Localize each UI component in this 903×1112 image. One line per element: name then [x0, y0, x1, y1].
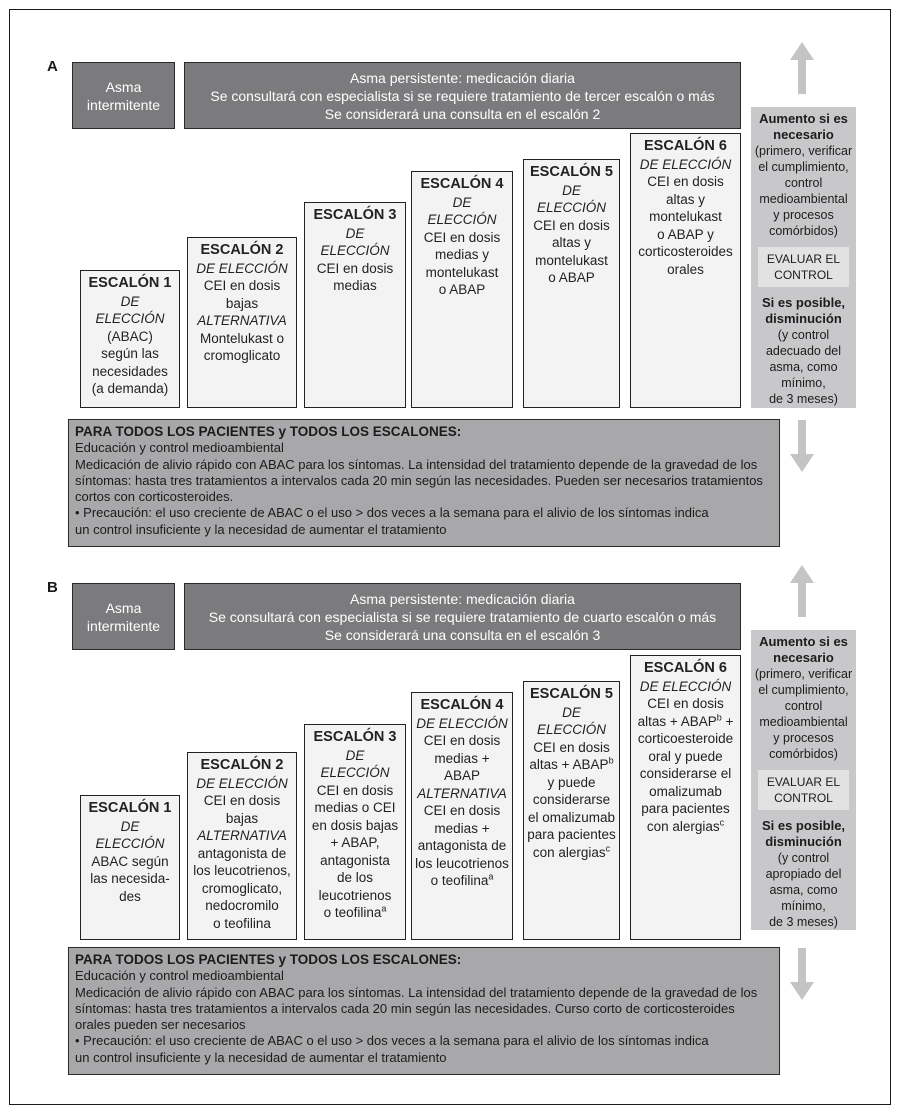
step-text-content: cromoglicato, [201, 880, 283, 896]
step-text-content: bajas [225, 810, 259, 826]
step-label: ALTERNATIVA [417, 785, 507, 801]
step-text [305, 817, 405, 835]
step-up-title: Aumento si es [759, 634, 848, 649]
step-label: DE [345, 747, 365, 763]
step-text-content: + ABAP, [330, 835, 380, 850]
step-text [305, 277, 405, 295]
step-text [188, 862, 296, 880]
step-text-content: bajas [225, 295, 259, 311]
step-text [631, 800, 740, 818]
step-text-content: CEI en dosis [423, 229, 501, 245]
panel-letter: B [47, 579, 58, 596]
step-text-content: omalizumab [649, 783, 722, 799]
step-text-content: CEI en dosis [647, 174, 724, 189]
step-up-text: el cumplimiento, [758, 160, 849, 174]
step-up-text: el cumplimiento, [758, 683, 849, 697]
step-title: ESCALÓN 2 [200, 757, 284, 773]
panel-letter: A [47, 58, 58, 75]
step-label: ELECCIÓN [427, 212, 497, 227]
step-text-content: CEI en dosis [316, 260, 394, 276]
step-text [188, 880, 296, 898]
step-text [412, 820, 512, 838]
footnote-marker: a [381, 903, 387, 914]
step-down-text: mínimo, [781, 376, 826, 390]
step-text-content: ABAC según [91, 853, 169, 869]
step-text-content: CEI en dosis [533, 217, 610, 233]
step-label: ALTERNATIVA [197, 828, 287, 843]
arrow-up-icon [790, 565, 814, 622]
step-3-box [304, 202, 406, 408]
adjust-treatment-panel [751, 107, 856, 408]
step-text-suffix: + [721, 713, 734, 729]
persistent-asthma-box [184, 583, 741, 650]
all-patients-text: un control insuficiente y la necesidad de aumentar el tratamiento [75, 1049, 447, 1065]
arrow-up-icon [790, 42, 814, 99]
step-up-text: comórbidos) [769, 747, 838, 761]
step-text [188, 792, 296, 810]
step-text [524, 739, 619, 757]
step-text-content: con alergias [532, 844, 606, 860]
box-text: intermitente [86, 617, 161, 634]
step-text-content: CEI en dosis [423, 733, 501, 748]
step-title: ESCALÓN 4 [420, 697, 504, 713]
all-patients-text: síntomas: hasta tres tratamientos a intervalos cada 20 min según las necesidades. Pueden ser necesarios tratamientos [75, 472, 763, 488]
step-title: ESCALÓN 1 [88, 275, 172, 291]
all-patients-text: cortos con corticosteroides. [75, 489, 234, 505]
step-text [81, 888, 179, 906]
step-text-content: altas + ABAP [529, 757, 609, 772]
step-down-text: (y control [777, 328, 830, 342]
step-text-content: oral y puede [648, 748, 723, 764]
step-text [631, 765, 740, 783]
step-text [412, 229, 512, 247]
footnote-marker: b [608, 755, 614, 766]
step-text-content: (ABAC) [107, 328, 153, 344]
step-text-content: altas + ABAP [637, 713, 717, 729]
step-text-content: medias [333, 278, 377, 293]
all-patients-box [68, 419, 780, 547]
step-text-content: considerarse el [639, 766, 732, 781]
step-text-content: medias o CEI [314, 800, 396, 815]
step-text [631, 226, 740, 244]
step-label: DE ELECCIÓN [639, 156, 732, 172]
step-text [412, 246, 512, 264]
step-title: ESCALÓN 1 [88, 800, 172, 816]
persistent-asthma-box [184, 62, 741, 129]
box-text: Asma persistente: medicación diaria [350, 69, 575, 86]
step-text [524, 234, 619, 252]
step-text-content: considerarse [532, 792, 611, 807]
step-up-text: (primero, verificar [754, 144, 853, 158]
step-text-content: según las [101, 346, 159, 361]
step-6-box [630, 133, 741, 408]
box-text: Se considerará una consulta en el escalón 2 [324, 105, 601, 122]
box-text: intermitente [86, 96, 161, 113]
evaluate-control-box [758, 770, 849, 810]
step-title: ESCALÓN 3 [313, 207, 397, 223]
step-text [524, 826, 619, 844]
step-up-text: (primero, verificar [754, 667, 853, 681]
step-text-content: corticoesteroide [637, 731, 734, 746]
step-text-content: altas y [551, 235, 592, 250]
all-patients-text: Educación y control medioambiental [75, 440, 284, 456]
step-text [188, 845, 296, 863]
step-up-text: medioambiental [759, 192, 848, 206]
step-label: DE [562, 182, 581, 198]
step-up-text: y procesos [773, 731, 834, 745]
step-text [188, 277, 296, 295]
step-text [81, 853, 179, 871]
step-title: ESCALÓN 6 [644, 138, 727, 154]
intermittent-asthma-box [72, 62, 175, 129]
step-up-text: control [784, 176, 823, 190]
step-text-content: los leucotrienos, [193, 863, 291, 878]
step-text [188, 330, 296, 348]
step-label: DE ELECCIÓN [639, 678, 732, 694]
step-text [631, 748, 740, 766]
footnote-marker: c [605, 843, 611, 853]
step-text-content: Montelukast o [199, 330, 285, 346]
evaluate-text: EVALUAR EL [766, 252, 841, 266]
step-down-text: adecuado del [765, 344, 842, 358]
step-text-content: CEI en dosis [316, 782, 394, 798]
step-text [305, 904, 405, 922]
step-text-content: antagonista de [417, 838, 507, 853]
step-title: ESCALÓN 5 [530, 164, 613, 180]
evaluate-control-box [758, 247, 849, 287]
step-label: ELECCIÓN [320, 243, 390, 258]
step-4-box [411, 692, 513, 940]
step-text [631, 695, 740, 713]
arrow-down-icon [790, 420, 814, 477]
step-2-box [187, 752, 297, 940]
all-patients-text: orales pueden ser necesarios [75, 1017, 246, 1033]
step-text [524, 252, 619, 270]
adjust-treatment-panel [751, 630, 856, 930]
step-text-content: necesidades [92, 363, 168, 379]
step-text-content: o ABAP [548, 270, 595, 285]
all-patients-text: • Precaución: el uso creciente de ABAC o el uso > dos veces a la semana para el alivio de los síntomas indica [75, 1033, 709, 1049]
intermittent-asthma-box [72, 583, 175, 650]
footnote-marker: a [488, 871, 494, 882]
step-up-text: medioambiental [759, 715, 848, 729]
step-1-box [80, 795, 180, 940]
step-text-content: cromoglicato [203, 348, 281, 363]
step-text-content: CEI en dosis [533, 739, 610, 755]
step-text-content: CEI en dosis [423, 803, 501, 818]
step-down-title: Si es posible, [761, 818, 846, 833]
step-label: DE [120, 293, 140, 309]
step-up-text: y procesos [773, 208, 834, 222]
step-up-text: comórbidos) [769, 224, 838, 238]
step-text-content: o teofilina [430, 873, 489, 888]
step-label: DE [562, 704, 581, 720]
step-text [412, 872, 512, 890]
step-text-content: para pacientes [641, 801, 730, 816]
step-label: DE [452, 194, 472, 210]
step-text [188, 295, 296, 313]
step-down-text: de 3 meses) [769, 392, 838, 406]
step-text-content: montelukast [535, 252, 608, 268]
footnote-marker: c [719, 817, 725, 827]
step-text-content: leucotrienos [318, 887, 392, 903]
evaluate-text: EVALUAR EL [766, 775, 841, 789]
step-text-content: en dosis bajas [311, 817, 399, 833]
step-text [305, 260, 405, 278]
box-text: Se considerará una consulta en el escalón 3 [324, 626, 601, 643]
box-text: Asma [105, 599, 142, 616]
box-text: Asma [105, 78, 142, 95]
step-label: ALTERNATIVA [197, 313, 287, 328]
step-text [81, 345, 179, 363]
all-patients-text: • Precaución: el uso creciente de ABAC o el uso > dos veces a la semana para el alivio de los síntomas indica [75, 505, 709, 521]
step-text [524, 269, 619, 287]
step-up-title: Aumento si es [759, 111, 848, 126]
step-text [412, 732, 512, 750]
step-text [305, 799, 405, 817]
step-text [81, 328, 179, 346]
step-text [305, 869, 405, 887]
step-text [524, 756, 619, 774]
all-patients-text: Medicación de alivio rápido con ABAC para los síntomas. La intensidad del tratamiento depende de la gravedad de los [75, 984, 758, 1000]
step-text-content: de los [336, 870, 374, 885]
step-text [305, 887, 405, 905]
step-label: DE ELECCIÓN [196, 260, 288, 276]
step-text-content: y puede [547, 774, 596, 790]
step-text-content: (a demanda) [91, 381, 169, 396]
evaluate-text: CONTROL [774, 268, 833, 282]
step-label: ELECCIÓN [536, 200, 607, 215]
step-down-title: disminución [765, 311, 842, 326]
step-text [631, 713, 740, 731]
all-patients-heading: PARA TODOS LOS PACIENTES y TODOS LOS ESCALONES: [75, 424, 462, 439]
step-text [631, 191, 740, 209]
step-label: DE [120, 818, 140, 834]
step-text [524, 844, 619, 862]
step-down-text: asma, como [769, 883, 838, 897]
step-text-content: las necesida- [90, 871, 170, 886]
step-text-content: orales [667, 261, 704, 277]
step-text-content: altas y [665, 191, 706, 207]
step-text-content: CEI en dosis [647, 696, 724, 711]
step-title: ESCALÓN 3 [313, 729, 397, 745]
step-text [631, 261, 740, 279]
step-text [81, 870, 179, 888]
step-label: ELECCIÓN [536, 722, 607, 737]
step-text [188, 347, 296, 365]
step-text [412, 767, 512, 785]
step-text-content: o teofilina [213, 915, 271, 931]
step-text-content: montelukast [649, 209, 722, 224]
step-down-text: asma, como [769, 360, 838, 374]
all-patients-text: síntomas: hasta tres tratamientos a intervalos cada 20 min según las necesidades. Curso corto de corticosteroides [75, 1000, 735, 1016]
step-text-content: montelukast [425, 264, 499, 280]
step-text [412, 855, 512, 873]
step-text-content: medias y [434, 247, 490, 262]
step-text-content: medias + [434, 750, 490, 766]
step-text [524, 774, 619, 792]
box-text: Asma persistente: medicación diaria [350, 590, 575, 607]
step-text [188, 915, 296, 933]
step-label: ELECCIÓN [320, 765, 390, 780]
all-patients-text: Educación y control medioambiental [75, 968, 284, 984]
all-patients-text: un control insuficiente y la necesidad de aumentar el tratamiento [75, 521, 447, 537]
step-title: ESCALÓN 4 [420, 176, 504, 192]
step-text [412, 750, 512, 768]
step-text-content: corticosteroides [638, 244, 733, 259]
step-text-content: des [119, 888, 141, 904]
step-text [81, 363, 179, 381]
step-text-content: CEI en dosis [203, 793, 281, 808]
step-text [631, 783, 740, 801]
step-up-title: necesario [773, 650, 834, 665]
step-6-box [630, 655, 741, 940]
step-text [631, 818, 740, 836]
step-text-content: antagonista [320, 852, 390, 868]
step-label: DE ELECCIÓN [196, 775, 288, 791]
all-patients-box [68, 947, 780, 1075]
step-label: DE [345, 225, 365, 241]
step-text-content: CEI en dosis [203, 278, 281, 293]
step-text [412, 281, 512, 299]
step-text [631, 243, 740, 261]
step-title: ESCALÓN 6 [644, 660, 727, 676]
step-2-box [187, 237, 297, 408]
all-patients-heading: PARA TODOS LOS PACIENTES y TODOS LOS ESCALONES: [75, 952, 462, 967]
step-down-title: disminución [765, 834, 842, 849]
step-text-content: o ABAP [438, 282, 486, 297]
step-text [412, 837, 512, 855]
step-5-box [523, 159, 620, 408]
step-label: DE ELECCIÓN [416, 715, 508, 731]
step-text [524, 809, 619, 827]
step-5-box [523, 681, 620, 940]
step-text-content: con alergias [646, 818, 720, 834]
step-text [188, 897, 296, 915]
step-text [305, 852, 405, 870]
step-text [412, 264, 512, 282]
step-text-content: el omalizumab [527, 809, 616, 825]
step-text [412, 802, 512, 820]
step-title: ESCALÓN 2 [200, 242, 284, 258]
step-label: ELECCIÓN [95, 311, 165, 326]
step-down-text: mínimo, [781, 899, 826, 913]
step-up-title: necesario [773, 127, 834, 142]
step-text [631, 730, 740, 748]
step-down-text: (y control [777, 851, 830, 865]
step-3-box [304, 724, 406, 940]
step-title: ESCALÓN 5 [530, 686, 613, 702]
step-text [631, 173, 740, 191]
step-label: ELECCIÓN [95, 836, 165, 851]
step-text-content: o ABAP y [657, 226, 714, 242]
step-up-text: control [784, 699, 823, 713]
step-text [524, 217, 619, 235]
step-down-title: Si es posible, [761, 295, 846, 310]
evaluate-text: CONTROL [774, 791, 833, 805]
box-text: Se consultará con especialista si se requiere tratamiento de tercer escalón o más [210, 87, 715, 104]
step-text [188, 810, 296, 828]
step-text-content: antagonista de [197, 845, 287, 861]
step-text [305, 834, 405, 852]
step-text-content: ABAP [443, 768, 481, 783]
step-text-content: medias + [434, 820, 490, 836]
step-1-box [80, 270, 180, 408]
step-text [305, 782, 405, 800]
step-4-box [411, 171, 513, 408]
footnote-marker: b [716, 712, 722, 722]
all-patients-text: Medicación de alivio rápido con ABAC para los síntomas. La intensidad del tratamiento depende de la gravedad de los [75, 456, 758, 472]
step-text-content: o teofilina [323, 905, 382, 920]
step-text-content: nedocromilo [205, 898, 279, 913]
step-down-text: apropiado del [765, 867, 842, 881]
arrow-down-icon [790, 948, 814, 1005]
step-text [524, 791, 619, 809]
step-text [631, 208, 740, 226]
box-text: Se consultará con especialista si se requiere tratamiento de cuarto escalón o más [208, 608, 717, 625]
step-text-content: los leucotrienos [415, 855, 509, 871]
step-text-content: para pacientes [527, 827, 616, 842]
step-down-text: de 3 meses) [769, 915, 838, 929]
step-text [81, 380, 179, 398]
